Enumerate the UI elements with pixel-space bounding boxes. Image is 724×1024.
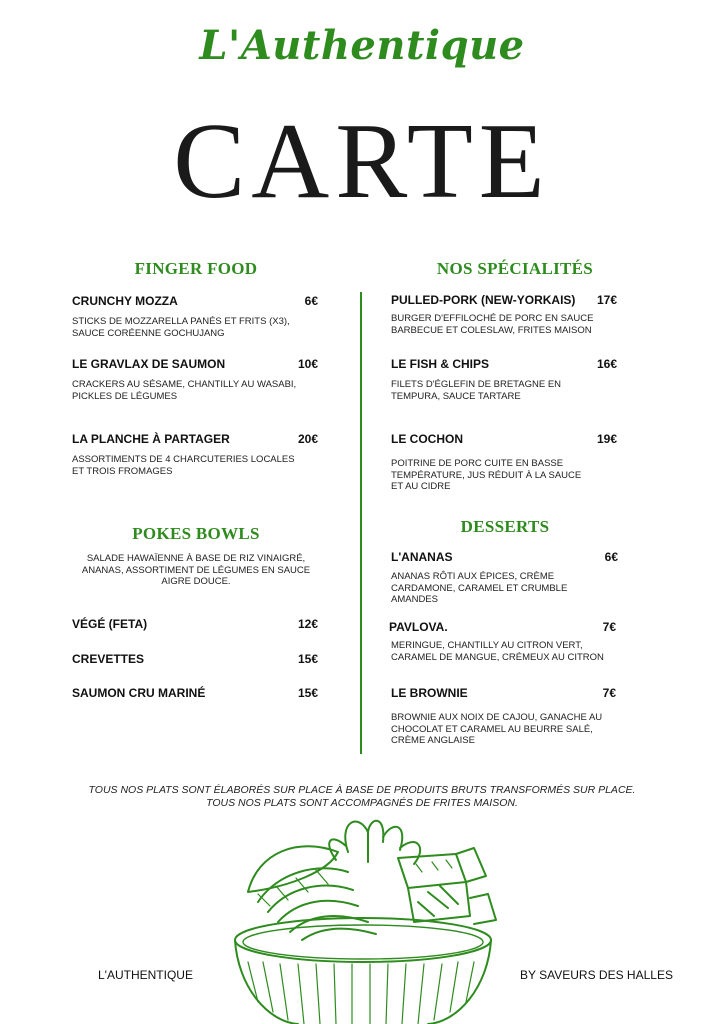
menu-item-name: VÉGÉ (FETA) bbox=[72, 617, 148, 631]
footnote: TOUS NOS PLATS SONT ÉLABORÉS SUR PLACE À BASE DE PRODUITS BRUTS TRANSFORMÉS SUR PLACE. TOUS NOS PLATS SONT ACCOMPAGNÉS DE FRITES MAISON. bbox=[88, 784, 636, 809]
menu-item-description: FILETS D'ÉGLEFIN DE BRETAGNE EN TEMPURA, SAUCE TARTARE bbox=[391, 379, 562, 402]
section-title-pokes-bowls: POKES BOWLS bbox=[132, 524, 260, 543]
page-title: CARTE bbox=[173, 102, 551, 221]
menu-item-name: LE FISH & CHIPS bbox=[391, 357, 490, 371]
menu-item-price: 20€ bbox=[297, 432, 318, 446]
menu-item-description: BURGER D'EFFILOCHÉ DE PORC EN SAUCE BARBECUE ET COLESLAW, FRITES MAISON bbox=[391, 313, 594, 336]
menu-item-price: 6€ bbox=[604, 550, 618, 564]
menu-item-name: LE GRAVLAX DE SAUMON bbox=[72, 357, 226, 371]
menu-item-name: PAVLOVA. bbox=[389, 620, 448, 634]
menu-item-name: CREVETTES bbox=[72, 652, 145, 666]
menu-item-price: 15€ bbox=[297, 686, 318, 700]
menu-item-description: STICKS DE MOZZARELLA PANÉS ET FRITS (X3), SAUCE CORÉENNE GOCHUJANG bbox=[72, 316, 290, 339]
menu-item-price: 7€ bbox=[602, 620, 616, 634]
menu-item-name: LE COCHON bbox=[391, 432, 463, 446]
menu-item-price: 6€ bbox=[304, 294, 318, 308]
menu-item-name: CRUNCHY MOZZA bbox=[72, 294, 178, 308]
menu-item-price: 7€ bbox=[602, 686, 616, 700]
menu-item-name: LE BROWNIE bbox=[391, 686, 468, 700]
menu-item-name: SAUMON CRU MARINÉ bbox=[72, 686, 206, 700]
section-title-finger-food: FINGER FOOD bbox=[134, 259, 258, 278]
menu-item-price: 16€ bbox=[596, 357, 617, 371]
section-description: SALADE HAWAÏENNE À BASE DE RIZ VINAIGRÉ, ANANAS, ASSORTIMENT DE LÉGUMES EN SAUCE AIGRE DOUCE. bbox=[81, 553, 311, 587]
menu-item-name: LA PLANCHE À PARTAGER bbox=[72, 432, 230, 446]
menu-item-name: PULLED-PORK (NEW-YORKAIS) bbox=[391, 293, 576, 307]
menu-item-description: POITRINE DE PORC CUITE EN BASSE TEMPÉRATURE, JUS RÉDUIT À LA SAUCE ET AU CIDRE bbox=[391, 458, 582, 492]
menu-item-description: MERINGUE, CHANTILLY AU CITRON VERT, CARAMEL DE MANGUE, CRÉMEUX AU CITRON bbox=[391, 640, 604, 663]
menu-item-name: L'ANANAS bbox=[391, 550, 453, 564]
menu-item-price: 10€ bbox=[297, 357, 318, 371]
menu-item-description: ANANAS RÔTI AUX ÉPICES, CRÈME CARDAMONE, CARAMEL ET CRUMBLE AMANDES bbox=[391, 571, 568, 605]
column-divider bbox=[360, 292, 362, 754]
footer-right-label: BY SAVEURS DES HALLES bbox=[520, 968, 673, 982]
menu-item-description: CRACKERS AU SÉSAME, CHANTILLY AU WASABI, PICKLES DE LÉGUMES bbox=[72, 379, 297, 402]
menu-item-price: 17€ bbox=[596, 293, 617, 307]
menu-item-description: ASSORTIMENTS DE 4 CHARCUTERIES LOCALES ET TROIS FROMAGES bbox=[72, 454, 295, 477]
menu-item-price: 15€ bbox=[297, 652, 318, 666]
section-title-desserts: DESSERTS bbox=[460, 517, 550, 536]
menu-item-description: BROWNIE AUX NOIX DE CAJOU, GANACHE AU CHOCOLAT ET CARAMEL AU BEURRE SALÉ, CRÈME ANGLAISE bbox=[391, 712, 603, 746]
brand-logo: L'Authentique bbox=[199, 22, 525, 69]
menu-item-price: 12€ bbox=[297, 617, 318, 631]
section-title-specialites: NOS SPÉCIALITÉS bbox=[436, 259, 594, 278]
footer-left-label: L'AUTHENTIQUE bbox=[98, 968, 193, 982]
poke-bowl-sketch-icon bbox=[218, 812, 508, 1024]
menu-item-price: 19€ bbox=[596, 432, 617, 446]
